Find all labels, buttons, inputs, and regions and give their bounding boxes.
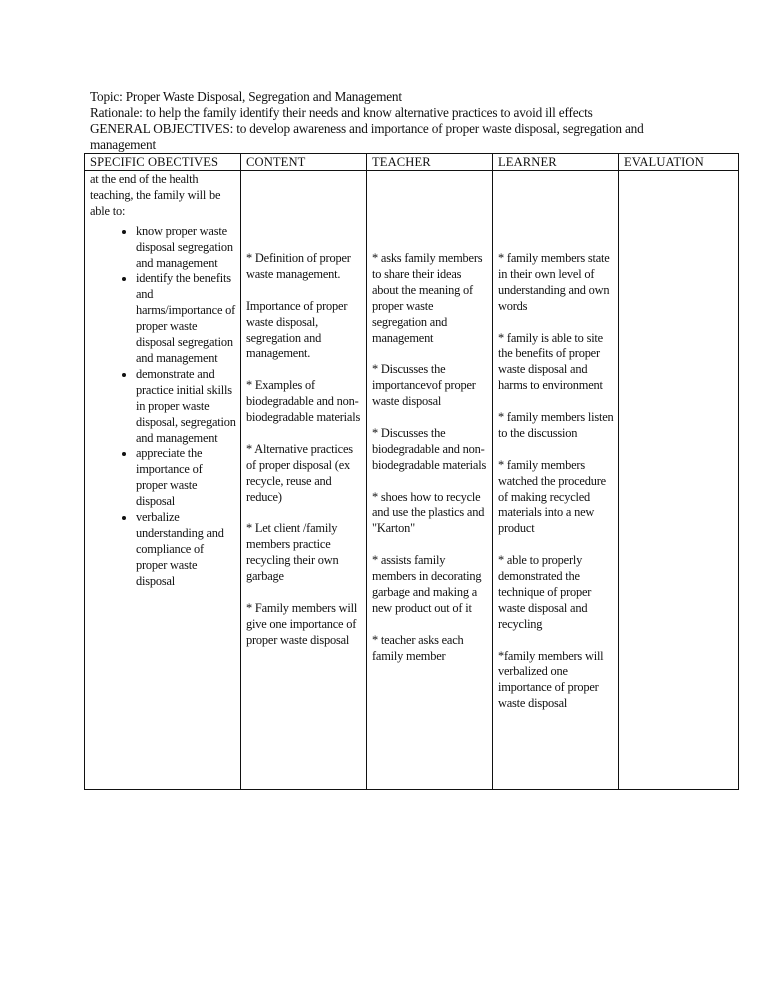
teacher-paragraph: * shoes how to recycle and use the plastics and "Karton" — [372, 489, 485, 536]
topic-line: Topic: Proper Waste Disposal, Segregation and Management — [90, 89, 402, 104]
learner-cell — [493, 171, 619, 790]
table-row — [85, 171, 739, 790]
list-item: • know proper waste disposal segregation and management — [136, 224, 236, 272]
content-paragraph: * Let client /family members practice recycling their own garbage — [246, 521, 339, 584]
content-paragraph: * Alternative practices of proper disposal (ex recycle, reuse and reduce) — [246, 441, 353, 504]
teacher-paragraph: * teacher asks each family member — [372, 632, 464, 663]
learner-paragraph: * family is able to site the benefits of proper waste disposal and harms to environment — [498, 330, 603, 393]
learner-paragraph: * family members watched the procedure of making recycled materials into a new product — [498, 457, 606, 536]
learner-paragraph: * able to properly demonstrated the technique of proper waste disposal and recycling — [498, 553, 592, 631]
general-objectives-line: GENERAL OBJECTIVES: to develop awareness and importance of proper waste disposal, segregation and management — [90, 121, 644, 152]
header-content: CONTENT — [241, 154, 367, 171]
list-item: • appreciate the importance of proper waste disposal — [136, 446, 236, 510]
document-header — [90, 89, 690, 153]
specific-objectives-cell — [85, 171, 241, 790]
evaluation-cell — [619, 171, 739, 790]
objectives-intro: at the end of the health teaching, the family will be able to: — [90, 172, 221, 218]
teacher-paragraph: * Discusses the biodegradable and non-biodegradable materials — [372, 425, 487, 472]
rationale-line: Rationale: to help the family identify their needs and know alternative practices to avoid ill effects — [90, 105, 593, 120]
teacher-cell — [367, 171, 493, 790]
objectives-list — [90, 224, 236, 590]
header-teacher: TEACHER — [367, 154, 493, 171]
header-evaluation: EVALUATION — [619, 154, 739, 171]
header-specific-objectives: SPECIFIC OBECTIVES — [85, 154, 241, 171]
teacher-paragraph: * assists family members in decorating garbage and making a new product out of it — [372, 553, 482, 615]
list-item: • demonstrate and practice initial skills in proper waste disposal, segregation and management — [136, 367, 236, 447]
learner-paragraph: * family members state in their own level of understanding and own words — [498, 251, 610, 313]
table-header-row — [85, 154, 739, 171]
content-paragraph: * Examples of biodegradable and non-biodegradable materials — [246, 378, 361, 425]
list-item: • identify the benefits and harms/importance of proper waste disposal segregation and management — [136, 271, 236, 366]
content-paragraph: * Definition of proper waste management. — [246, 251, 351, 281]
teacher-paragraph: * asks family members to share their ideas about the meaning of proper waste segregation and management — [372, 251, 483, 345]
content-paragraph: Importance of proper waste disposal, segregation and management. — [246, 298, 348, 361]
teaching-plan-table — [84, 153, 739, 790]
teacher-paragraph: * Discusses the importancevof proper waste disposal — [372, 362, 476, 409]
content-cell — [241, 171, 367, 790]
learner-paragraph: *family members will verbalized one importance of proper waste disposal — [498, 648, 604, 711]
list-item: • verbalize understanding and compliance of proper waste disposal — [136, 510, 236, 590]
learner-paragraph: * family members listen to the discussion — [498, 410, 614, 440]
content-paragraph: * Family members will give one importance of proper waste disposal — [246, 600, 358, 647]
header-learner: LEARNER — [493, 154, 619, 171]
